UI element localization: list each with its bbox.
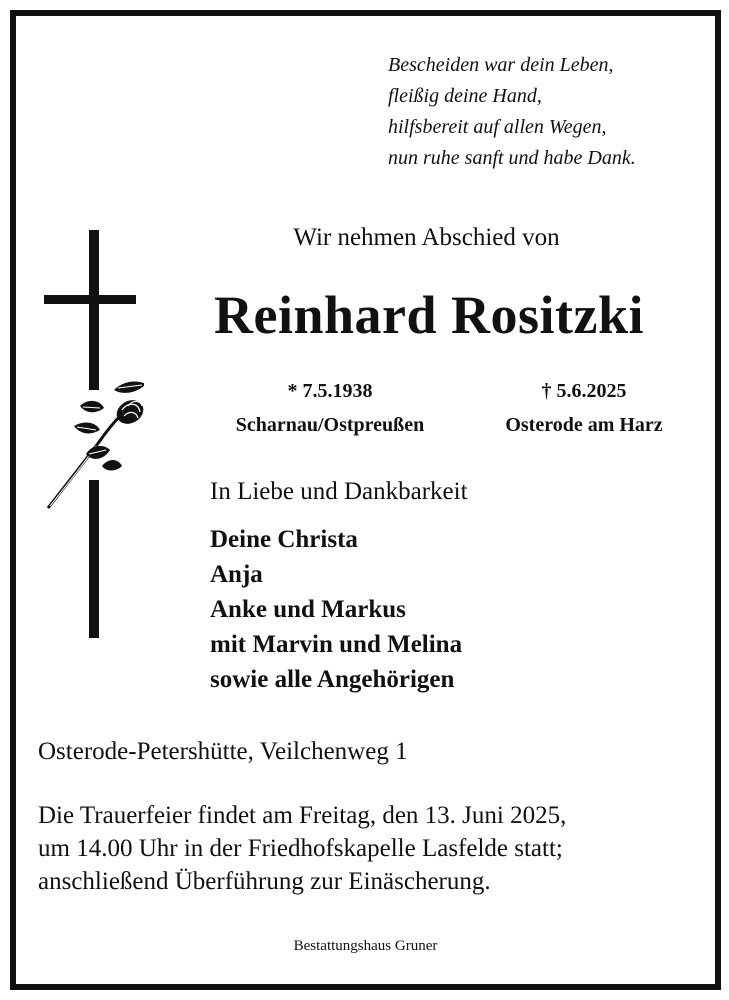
ceremony-line: anschließend Überführung zur Einäscherung.	[38, 868, 491, 895]
deceased-name: Reinhard Rositzki	[214, 285, 645, 345]
verse-line: nun ruhe sanft und habe Dank.	[388, 147, 636, 169]
verse-line: hilfsbereit auf allen Wegen,	[388, 116, 607, 138]
mourners-list	[210, 522, 462, 697]
undertaker-name: Bestattungshaus Gruner	[293, 938, 438, 954]
ceremony-details	[38, 799, 566, 898]
mourner-line: Deine Christa	[210, 526, 358, 553]
ceremony-line: Die Trauerfeier findet am Freitag, den 13. Juni 2025,	[38, 802, 567, 829]
verse-line: fleißig deine Hand,	[388, 85, 542, 107]
memorial-verse	[388, 50, 636, 174]
birth-date: * 7.5.1938	[287, 380, 373, 402]
verse-line: Bescheiden war dein Leben,	[388, 54, 614, 76]
death-block	[474, 374, 694, 442]
mourner-line: mit Marvin und Melina	[210, 631, 463, 658]
ceremony-line: um 14.00 Uhr in der Friedhofskapelle Lasfelde statt;	[38, 835, 563, 862]
family-address: Osterode-Petershütte, Veilchenweg 1	[38, 738, 408, 765]
death-place: Osterode am Harz	[505, 414, 663, 436]
mourner-line: Anja	[210, 561, 263, 588]
birth-block	[202, 374, 458, 442]
mourner-line: Anke und Markus	[210, 596, 406, 623]
cross-icon	[44, 230, 144, 638]
mourner-line: sowie alle Angehörigen	[210, 666, 455, 693]
birth-place: Scharnau/Ostpreußen	[235, 414, 425, 436]
thanks-line: In Liebe und Dankbarkeit	[210, 478, 468, 505]
cross-with-rose	[44, 230, 144, 638]
obituary-notice	[10, 10, 721, 990]
farewell-intro: Wir nehmen Abschied von	[293, 224, 560, 251]
death-date: † 5.6.2025	[541, 380, 627, 402]
